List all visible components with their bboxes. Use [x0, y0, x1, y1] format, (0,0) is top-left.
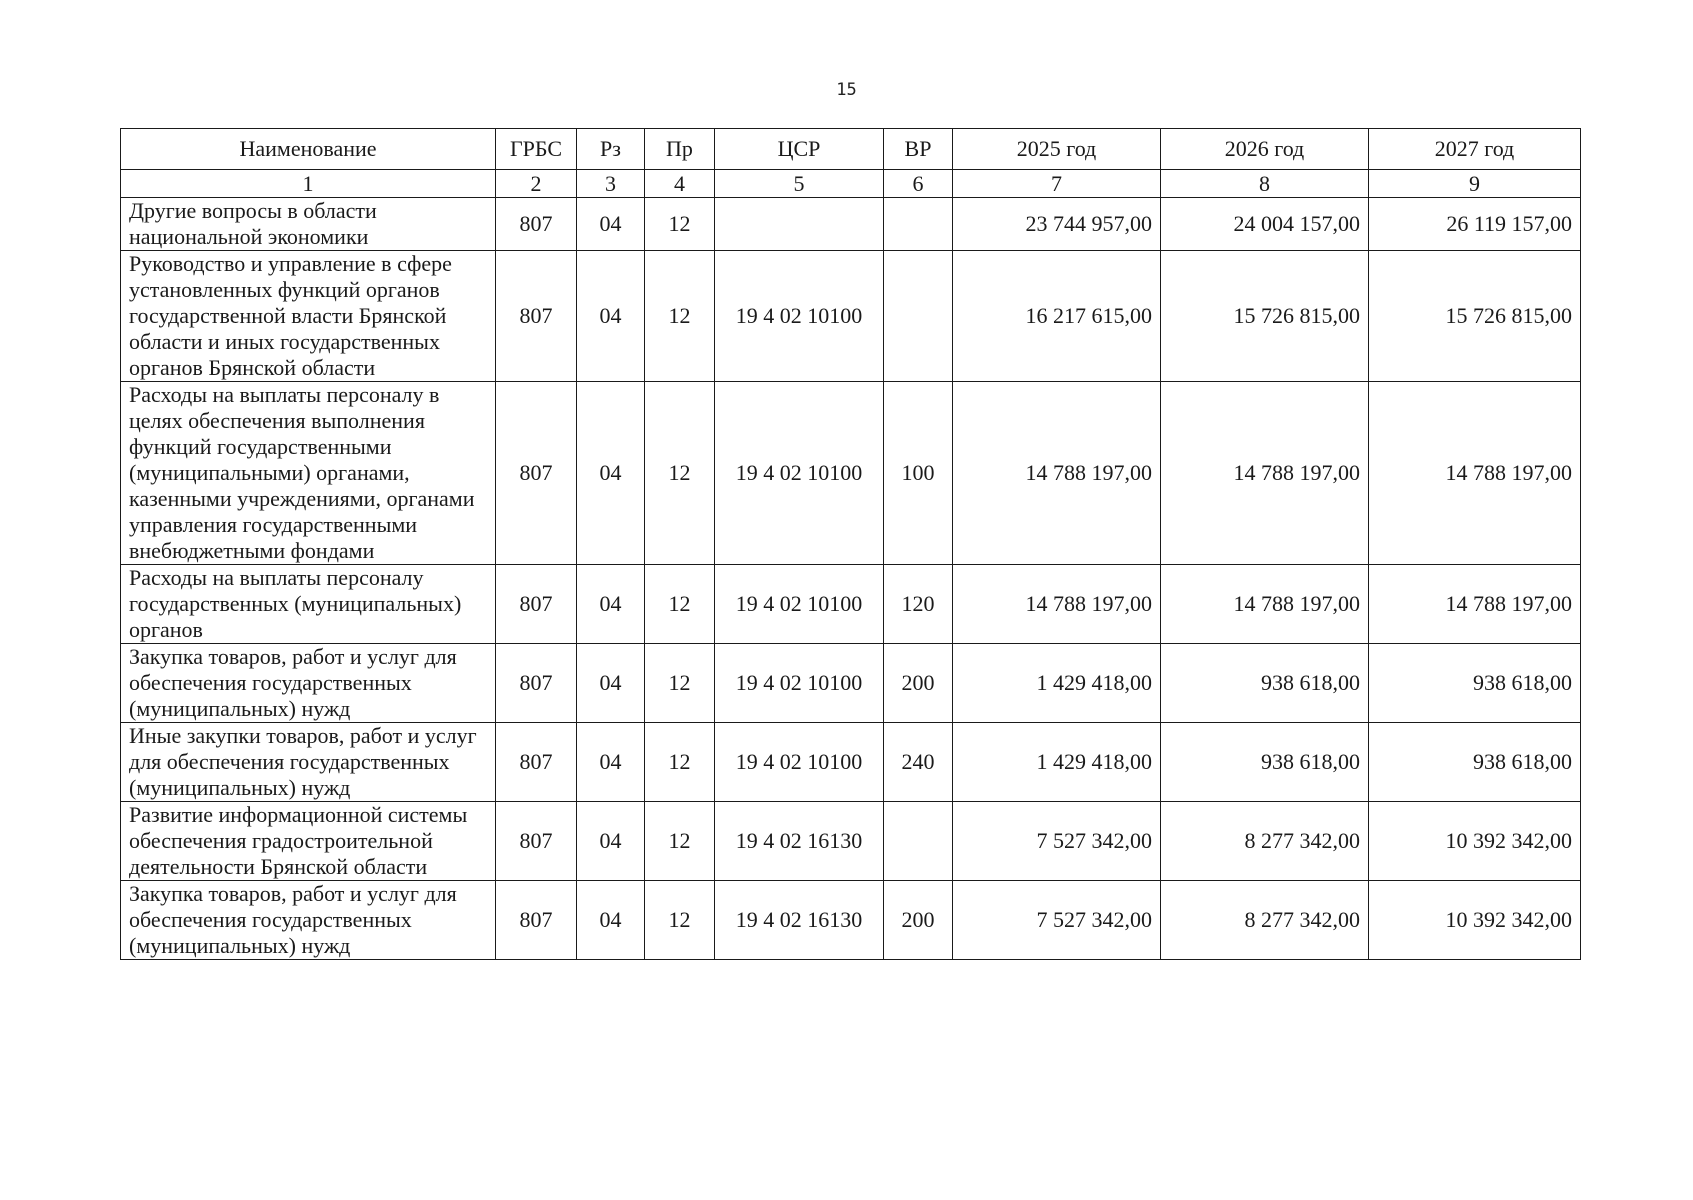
- cell-csr: 19 4 02 16130: [715, 881, 884, 960]
- header-cell-vr: ВР: [884, 129, 953, 170]
- cell-2026: 938 618,00: [1161, 723, 1369, 802]
- column-number: 8: [1161, 170, 1369, 198]
- cell-2025: 1 429 418,00: [953, 723, 1161, 802]
- header-cell-name: Наименование: [121, 129, 496, 170]
- cell-grbs: 807: [496, 723, 577, 802]
- cell-2027: 26 119 157,00: [1369, 198, 1581, 251]
- header-cell-2026: 2026 год: [1161, 129, 1369, 170]
- column-number: 2: [496, 170, 577, 198]
- cell-rz: 04: [577, 723, 645, 802]
- cell-2026: 938 618,00: [1161, 644, 1369, 723]
- cell-2025: 14 788 197,00: [953, 565, 1161, 644]
- cell-2026: 24 004 157,00: [1161, 198, 1369, 251]
- cell-2025: 1 429 418,00: [953, 644, 1161, 723]
- cell-2025: 7 527 342,00: [953, 802, 1161, 881]
- cell-name: Закупка товаров, работ и услуг для обеспечения государственных (муниципальных) нужд: [121, 644, 496, 723]
- cell-2026: 8 277 342,00: [1161, 881, 1369, 960]
- budget-table: [120, 128, 1581, 960]
- cell-vr: 240: [884, 723, 953, 802]
- cell-name: Развитие информационной системы обеспечения градостроительной деятельности Брянской области: [121, 802, 496, 881]
- cell-csr: 19 4 02 10100: [715, 382, 884, 565]
- cell-2026: 15 726 815,00: [1161, 251, 1369, 382]
- cell-2025: 14 788 197,00: [953, 382, 1161, 565]
- page-number: 15: [836, 80, 857, 100]
- cell-name: Руководство и управление в сфере установленных функций органов государственной власти Брянской области и иных государственных органов Брянской области: [121, 251, 496, 382]
- cell-2026: 14 788 197,00: [1161, 565, 1369, 644]
- cell-grbs: 807: [496, 802, 577, 881]
- table-row: [121, 565, 1581, 644]
- column-number: 4: [645, 170, 715, 198]
- cell-2026: 8 277 342,00: [1161, 802, 1369, 881]
- cell-rz: 04: [577, 198, 645, 251]
- cell-csr: [715, 198, 884, 251]
- cell-name: Расходы на выплаты персоналу государственных (муниципальных) органов: [121, 565, 496, 644]
- cell-grbs: 807: [496, 644, 577, 723]
- header-cell-grbs: ГРБС: [496, 129, 577, 170]
- cell-pr: 12: [645, 565, 715, 644]
- cell-vr: [884, 251, 953, 382]
- cell-name: Расходы на выплаты персоналу в целях обеспечения выполнения функций государственными (муниципальными) органами, казенными учреждениями, органами управления государственными внебюджетными фондами: [121, 382, 496, 565]
- table-row: [121, 723, 1581, 802]
- cell-rz: 04: [577, 802, 645, 881]
- cell-2027: 15 726 815,00: [1369, 251, 1581, 382]
- cell-pr: 12: [645, 251, 715, 382]
- column-number: 9: [1369, 170, 1581, 198]
- table-row: [121, 382, 1581, 565]
- cell-name: Иные закупки товаров, работ и услуг для обеспечения государственных (муниципальных) нужд: [121, 723, 496, 802]
- cell-2027: 10 392 342,00: [1369, 802, 1581, 881]
- cell-2027: 938 618,00: [1369, 723, 1581, 802]
- cell-grbs: 807: [496, 198, 577, 251]
- column-number: 5: [715, 170, 884, 198]
- cell-2027: 14 788 197,00: [1369, 565, 1581, 644]
- cell-2025: 16 217 615,00: [953, 251, 1161, 382]
- cell-2025: 7 527 342,00: [953, 881, 1161, 960]
- cell-pr: 12: [645, 723, 715, 802]
- cell-csr: 19 4 02 16130: [715, 802, 884, 881]
- cell-csr: 19 4 02 10100: [715, 644, 884, 723]
- cell-rz: 04: [577, 251, 645, 382]
- column-number: 1: [121, 170, 496, 198]
- cell-vr: 100: [884, 382, 953, 565]
- cell-2027: 14 788 197,00: [1369, 382, 1581, 565]
- header-cell-2027: 2027 год: [1369, 129, 1581, 170]
- cell-vr: [884, 198, 953, 251]
- cell-rz: 04: [577, 644, 645, 723]
- table-row: [121, 644, 1581, 723]
- column-number: 6: [884, 170, 953, 198]
- cell-grbs: 807: [496, 251, 577, 382]
- cell-2025: 23 744 957,00: [953, 198, 1161, 251]
- cell-2027: 10 392 342,00: [1369, 881, 1581, 960]
- header-row: [121, 129, 1581, 170]
- cell-vr: 200: [884, 644, 953, 723]
- cell-pr: 12: [645, 644, 715, 723]
- header-cell-csr: ЦСР: [715, 129, 884, 170]
- cell-2027: 938 618,00: [1369, 644, 1581, 723]
- cell-2026: 14 788 197,00: [1161, 382, 1369, 565]
- cell-csr: 19 4 02 10100: [715, 723, 884, 802]
- table-row: [121, 251, 1581, 382]
- cell-csr: 19 4 02 10100: [715, 565, 884, 644]
- header-cell-pr: Пр: [645, 129, 715, 170]
- cell-grbs: 807: [496, 565, 577, 644]
- column-number: 3: [577, 170, 645, 198]
- cell-grbs: 807: [496, 881, 577, 960]
- column-number: 7: [953, 170, 1161, 198]
- table-row: [121, 802, 1581, 881]
- cell-vr: 200: [884, 881, 953, 960]
- cell-pr: 12: [645, 881, 715, 960]
- cell-grbs: 807: [496, 382, 577, 565]
- cell-rz: 04: [577, 881, 645, 960]
- cell-vr: 120: [884, 565, 953, 644]
- cell-pr: 12: [645, 382, 715, 565]
- cell-name: Другие вопросы в области национальной экономики: [121, 198, 496, 251]
- cell-pr: 12: [645, 198, 715, 251]
- cell-rz: 04: [577, 382, 645, 565]
- cell-name: Закупка товаров, работ и услуг для обеспечения государственных (муниципальных) нужд: [121, 881, 496, 960]
- cell-rz: 04: [577, 565, 645, 644]
- cell-csr: 19 4 02 10100: [715, 251, 884, 382]
- header-cell-rz: Рз: [577, 129, 645, 170]
- cell-pr: 12: [645, 802, 715, 881]
- table-row: [121, 881, 1581, 960]
- table-row: [121, 198, 1581, 251]
- column-number-row: [121, 170, 1581, 198]
- header-cell-2025: 2025 год: [953, 129, 1161, 170]
- cell-vr: [884, 802, 953, 881]
